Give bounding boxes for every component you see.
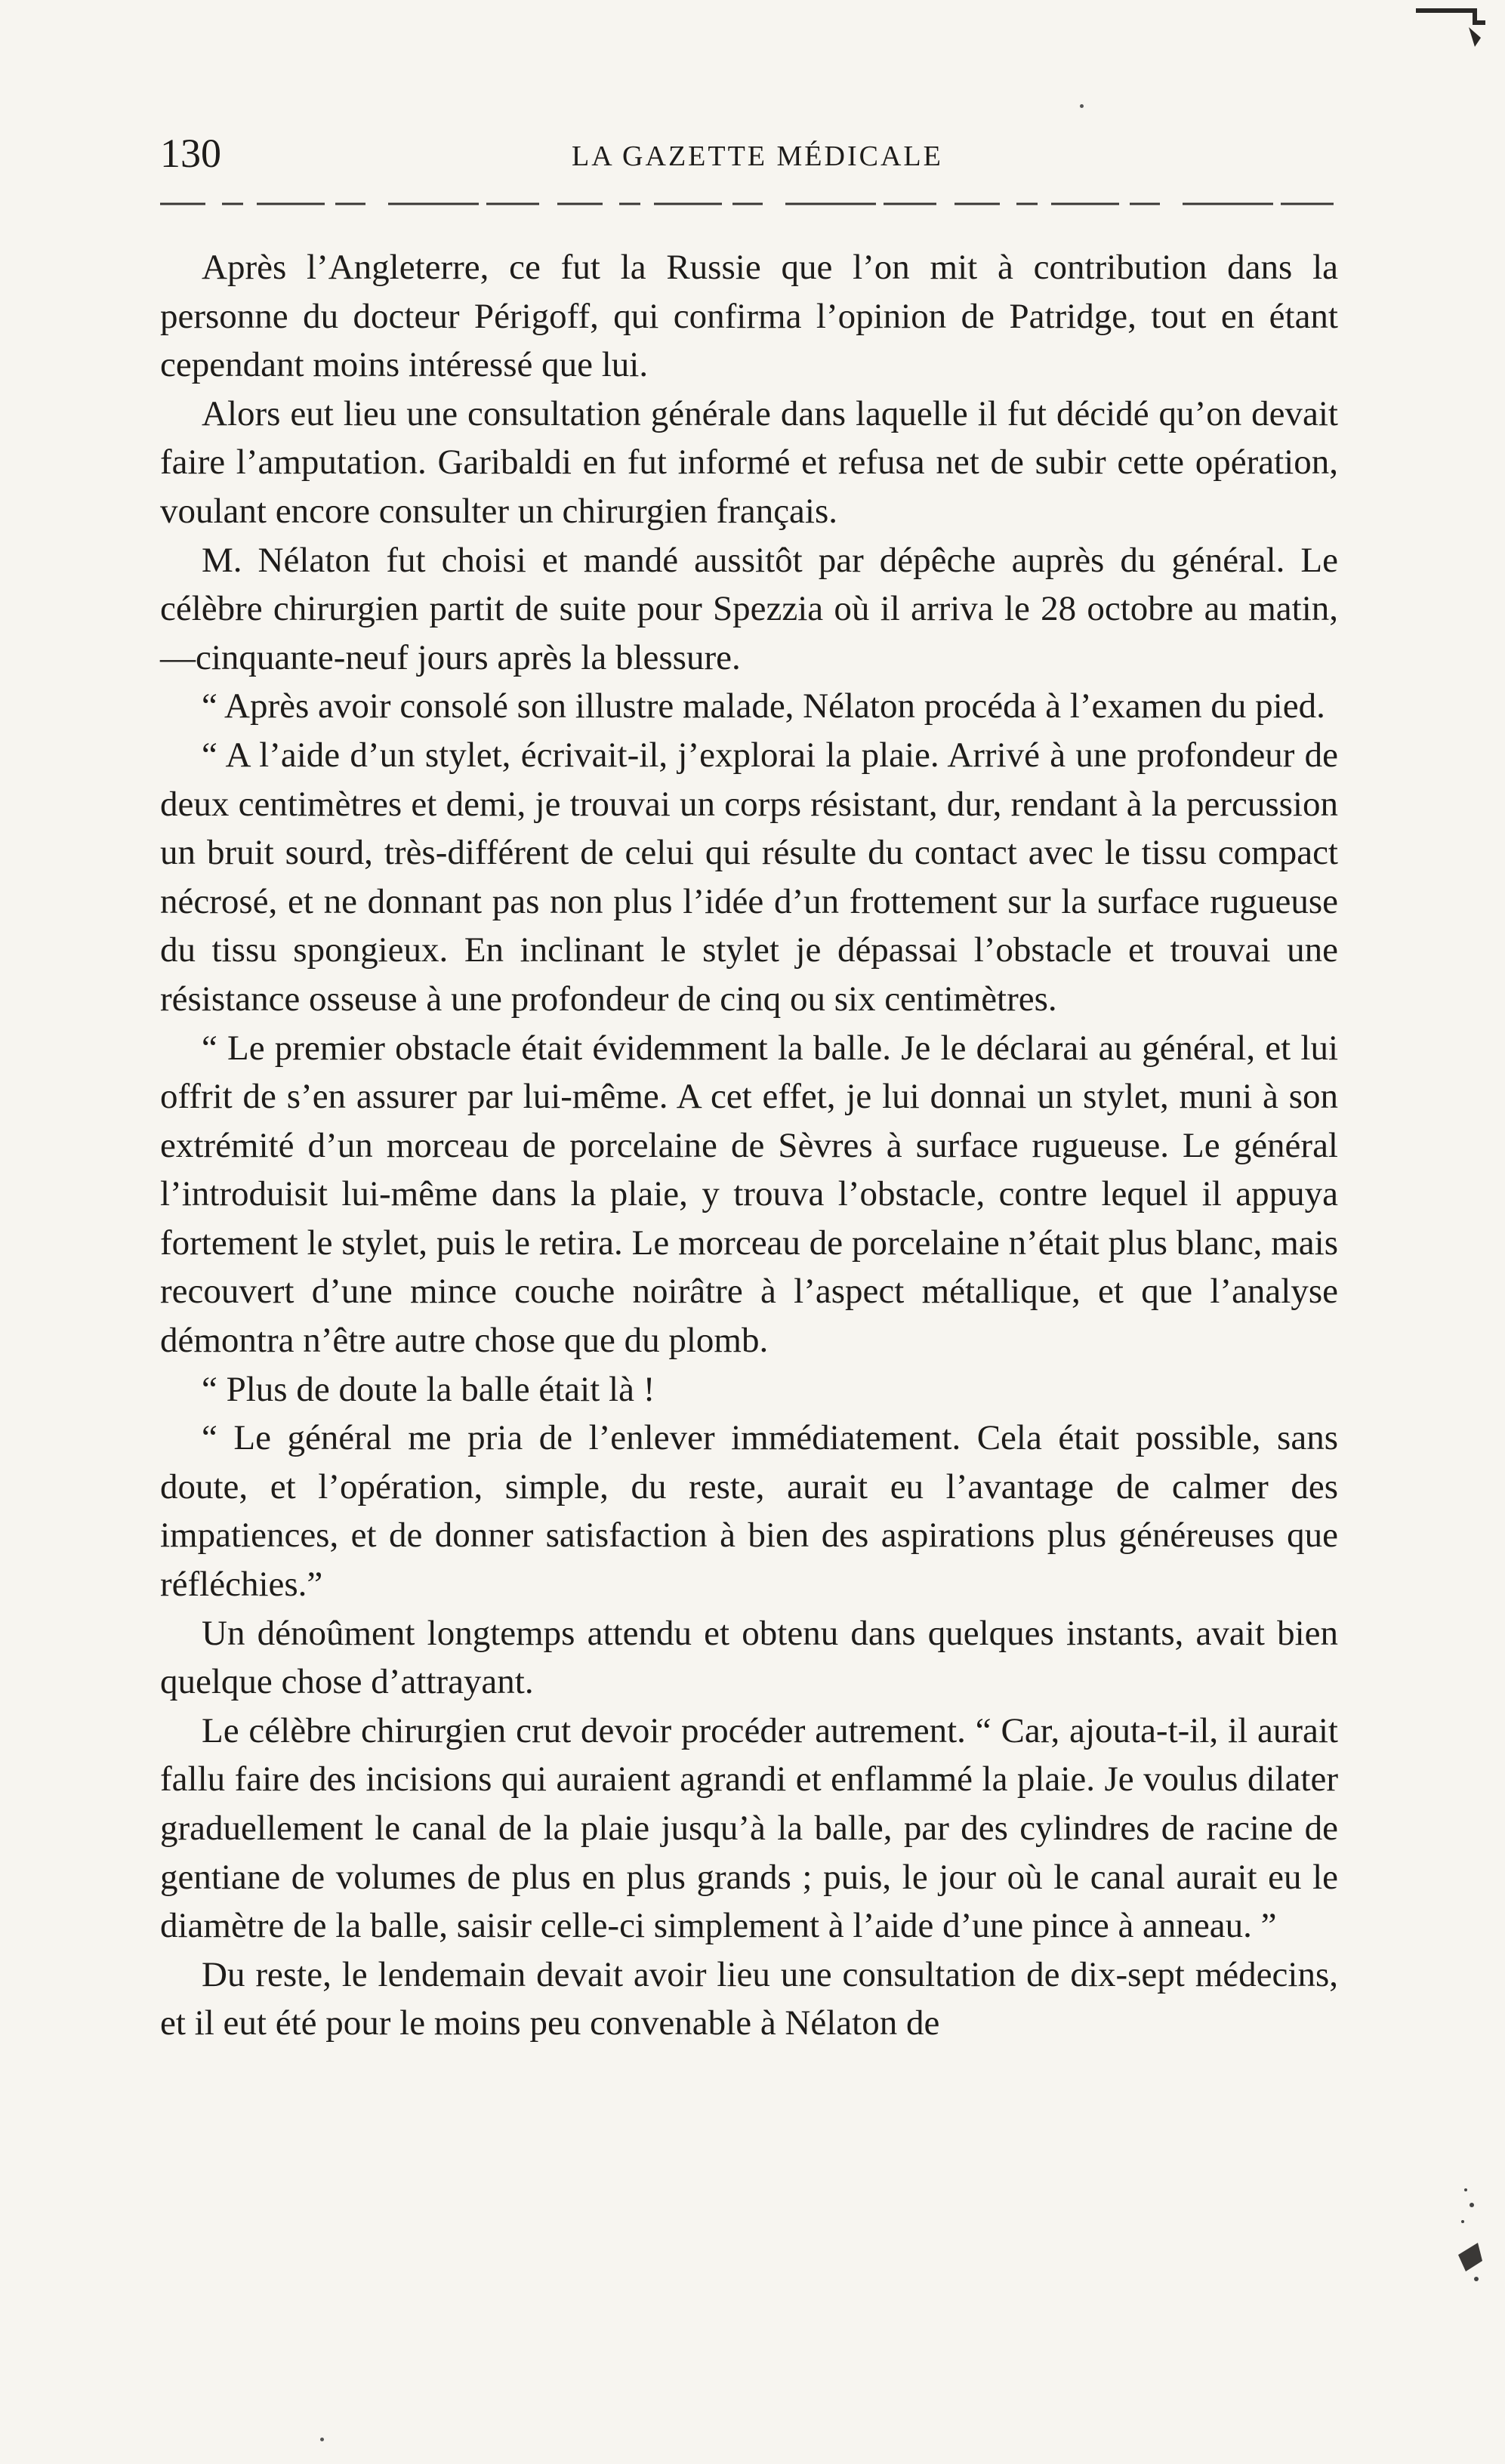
running-header xyxy=(160,127,1338,180)
header-rule xyxy=(160,199,1338,208)
paragraph: “ A l’aide d’un stylet, écrivait-il, j’explorai la plaie. Arrivé à une profondeur de deux centimètres et demi, je trouvai un corps résistant, dur, rendant à la percussion un bruit sourd, très-différent de celui qui résulte du contact avec le tissu compact nécrosé, et ne donnant pas non plus l’idée d’un frottement sur la surface rugueuse du tissu spongieux. En inclinant le stylet je dépassai l’obstacle et trouvai une résistance osseuse à une profondeur de cinq ou six centimètres. xyxy=(160,735,1338,1019)
paragraph: Après l’Angleterre, ce fut la Russie que l’on mit à contribution dans la personne du docteur Périgoff, qui confirma l’opinion de Patridge, tout en étant cependant moins intéressé que lui. xyxy=(160,248,1338,385)
paragraph: Alors eut lieu une consultation générale dans laquelle il fut décidé qu’on devait faire l’amputation. Garibaldi en fut informé et refusa net de subir cette opération, voulant encore consulter un chirurgien français. xyxy=(160,393,1338,531)
paragraph: Un dénoûment longtemps attendu et obtenu dans quelques instants, avait bien quelque chose d’attrayant. xyxy=(160,1613,1338,1702)
paragraph: Le célèbre chirurgien crut devoir procéder autrement. “ Car, ajouta-t-il, il aurait fallu faire des incisions qui auraient agrandi et enflammé la plaie. Je voulus dilater graduellement le canal de la plaie jusqu’à la balle, par des cylindres de racine de gentiane de volumes de plus en plus grands ; puis, le jour où le canal aurait eu le diamètre de la balle, saisir celle-ci simplement à l’aide d’une pince à anneau. ” xyxy=(160,1710,1338,1946)
stray-dot xyxy=(320,2438,324,2441)
paragraph: “ Le général me pria de l’enlever immédiatement. Cela était possible, sans doute, et l’opération, simple, du reste, aurait eu l’avantage de calmer des impatiences, et de donner satisfaction à bien des aspirations plus généreuses que réfléchies.” xyxy=(160,1418,1338,1605)
paragraph: “ Plus de doute la balle était là ! xyxy=(202,1369,655,1409)
page-corner-mark xyxy=(1416,5,1485,57)
edge-smudge-mark xyxy=(1451,2182,1488,2288)
journal-title: LA GAZETTE MÉDICALE xyxy=(572,140,943,172)
paragraph: “ Le premier obstacle était évidemment la balle. Je le déclarai au général, et lui offrit de s’en assurer par lui-même. A cet effet, je lui donnai un stylet, muni à son extrémité d’un morceau de porcelaine de Sèvres à surface rugueuse. Le général l’introduisit lui-même dans la plaie, y trouva l’obstacle, contre lequel il appuya fortement le stylet, puis le retira. Le morceau de porcelaine n’était plus blanc, mais recouvert d’une mince couche noirâtre à l’aspect métallique, et que l’analyse démontra n’être autre chose que du plomb. xyxy=(160,1028,1338,1361)
stray-dot xyxy=(1080,104,1084,108)
paragraph: M. Nélaton fut choisi et mandé aussitôt par dépêche auprès du général. Le célèbre chirurgien partit de suite pour Spezzia où il arriva le 28 octobre au matin,—cinquante-neuf jours après la blessure. xyxy=(160,540,1338,677)
paragraph: Du reste, le lendemain devait avoir lieu une consultation de dix-sept médecins, et il eut été pour le moins peu convenable à Nélaton de xyxy=(160,1954,1338,2043)
paragraph: “ Après avoir consolé son illustre malade, Nélaton procéda à l’examen du pied. xyxy=(202,686,1325,726)
body-text xyxy=(160,243,1338,2048)
page-number: 130 xyxy=(160,131,221,176)
